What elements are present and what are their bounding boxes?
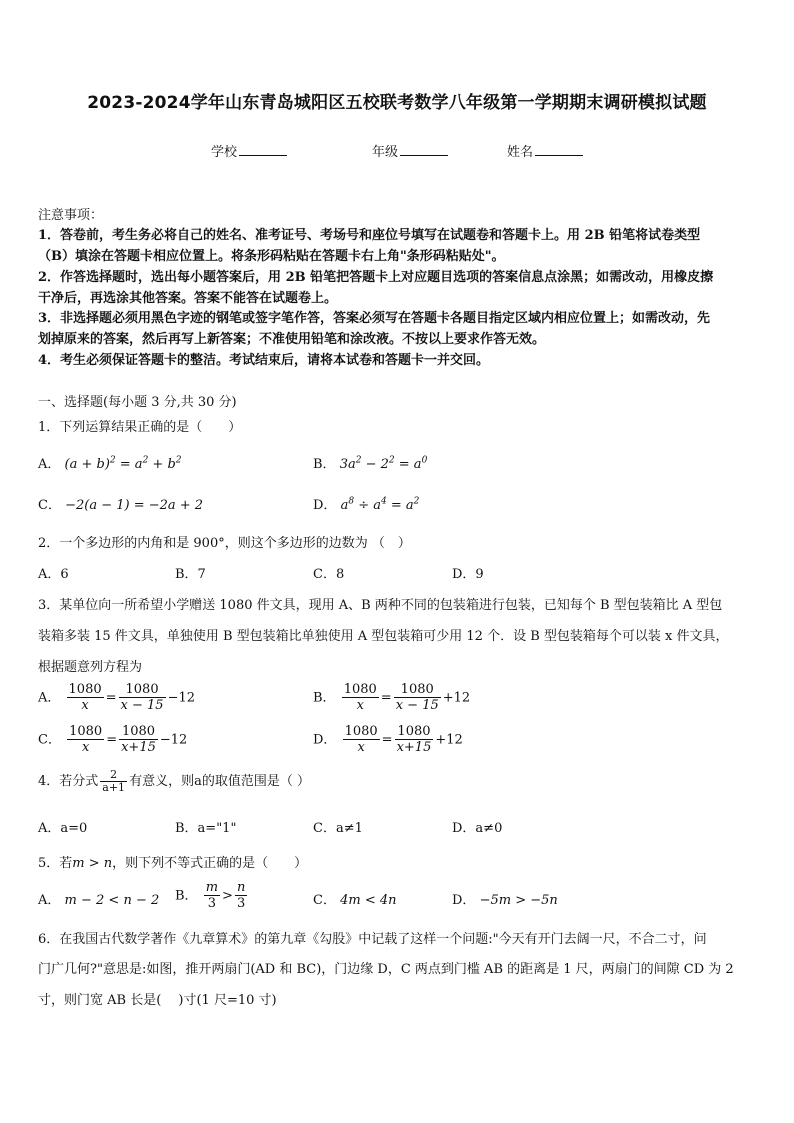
formula: $a^8 \div a^4 = a^2$ — [340, 496, 420, 513]
option-label: C． — [38, 498, 61, 513]
section-heading: 一、选择题(每小题 3 分,共 30 分) — [38, 395, 237, 410]
question-2-option-a: A．6 — [38, 567, 69, 582]
question-1-option-d — [313, 494, 419, 513]
fraction: $\frac{1080}{x+15}$ — [396, 724, 432, 755]
question-2-option-c: C．8 — [313, 567, 345, 582]
notice-line: 1．答卷前，考生务必将自己的姓名、准考证号、考场号和座位号填写在试题卷和答题卡上。用 2B 铅笔将试卷类型 — [38, 228, 701, 243]
school-label: 学校 — [211, 145, 238, 160]
question-5-option-a — [38, 889, 159, 908]
option-label: C． — [313, 893, 336, 908]
formula: −5m > −5n — [479, 893, 558, 908]
name-label: 姓名 — [507, 145, 534, 160]
notice-line: （B）填涂在答题卡相应位置上。将条形码粘贴在答题卡右上角"条形码粘贴处"。 — [38, 249, 505, 264]
grade-label: 年级 — [372, 145, 399, 160]
fraction: $\frac{1080}{x}$ — [344, 724, 378, 755]
option-label: B． — [175, 888, 198, 904]
question-3-option-a: A． $\frac{1080}{x}$ = $\frac{1080}{x - 15}$ −12 — [38, 682, 195, 713]
notice-heading: 注意事项： — [38, 208, 104, 223]
fraction: $\frac{1080}{x}$ — [343, 682, 377, 713]
question-2-option-d: D．9 — [452, 567, 484, 582]
school-blank — [239, 143, 287, 156]
fraction: $\frac{1080}{x - 15}$ — [120, 682, 164, 713]
question-3-line: 装箱多装 15 件文具，单独使用 B 型包装箱比单独使用 A 型包装箱可少用 12 个．设 B 型包装箱每个可以装 x 件文具， — [38, 629, 729, 644]
stem-text: 有意义，则a的取值范围是（ ） — [129, 774, 310, 789]
fraction: $\frac{2}{a+1}$ — [102, 768, 126, 794]
notice-line: 划掉原来的答案，然后再写上新答案；不准使用铅笔和涂改液。不按以上要求作答无效。 — [38, 332, 546, 347]
question-5-option-b: B． $\frac{m}{3}$ > $\frac{n}{3}$ — [175, 880, 246, 911]
question-5-stem — [38, 852, 307, 871]
formula: −2(a − 1) = −2a + 2 — [65, 498, 204, 513]
option-label: D． — [452, 893, 476, 908]
name-blank — [535, 143, 583, 156]
question-1-option-b — [313, 453, 427, 472]
name-field — [507, 141, 583, 160]
fraction: $\frac{1080}{x - 15}$ — [395, 682, 439, 713]
formula: 4m < 4n — [340, 893, 397, 908]
question-1-stem: 1．下列运算结果正确的是（ ） — [38, 420, 242, 435]
formula: $(a + b)^2 = a^2 + b^2$ — [64, 455, 182, 472]
formula: m − 2 < n − 2 — [64, 893, 160, 908]
option-label: A． — [38, 690, 61, 706]
question-3-line: 3．某单位向一所希望小学赠送 1080 件文具，现用 A、B 两种不同的包装箱进行包装，已知每个 B 型包装箱比 A 型包 — [38, 598, 723, 613]
grade-blank — [400, 143, 448, 156]
question-5-option-d — [452, 889, 558, 908]
question-3-option-c: C． $\frac{1080}{x}$ = $\frac{1080}{x+15}$ −12 — [38, 724, 188, 755]
fraction: $\frac{n}{3}$ — [236, 880, 246, 911]
question-1-option-a — [38, 453, 182, 472]
question-2-option-b: B．7 — [175, 567, 206, 582]
question-2-stem: 2．一个多边形的内角和是 900°，则这个多边形的边数为 （ ） — [38, 536, 411, 551]
question-4-option-b: B．a="1" — [175, 821, 237, 836]
option-label: A． — [38, 457, 61, 472]
question-4-option-c: C．a≠1 — [313, 821, 363, 836]
school-field — [211, 141, 287, 160]
notice-line: 3．非选择题必须用黑色字迹的钢笔或签字笔作答，答案必须写在答题卡各题目指定区域内相应位置上；如需改动，先 — [38, 311, 711, 326]
option-label: D． — [313, 498, 337, 513]
option-label: B． — [313, 457, 336, 472]
fraction: $\frac{1080}{x+15}$ — [121, 724, 156, 755]
question-6-line: 寸，则门宽 AB 长是( )寸(1 尺=10 寸) — [38, 993, 277, 1008]
fraction: $\frac{1080}{x}$ — [68, 682, 102, 713]
fraction: $\frac{m}{3}$ — [205, 880, 219, 911]
question-3-option-d: D． $\frac{1080}{x}$ = $\frac{1080}{x+15}$ +12 — [313, 724, 463, 755]
stem-text: 5．若 — [38, 856, 73, 871]
question-1-option-c — [38, 494, 203, 513]
grade-field — [372, 141, 448, 160]
notice-line: 4．考生必须保证答题卡的整洁。考试结束后，请将本试卷和答题卡一并交回。 — [38, 353, 490, 368]
question-4-stem — [38, 769, 310, 794]
question-3-line: 根据题意列方程为 — [38, 660, 143, 675]
stem-text: 4．若分式 — [38, 774, 99, 789]
option-label: A． — [38, 893, 61, 908]
exam-title: 2023-2024学年山东青岛城阳区五校联考数学八年级第一学期期末调研模拟试题 — [87, 93, 707, 113]
question-4-option-a: A．a=0 — [38, 821, 88, 836]
question-6-line: 门广几何?"意思是:如图，推开两扇门(AD 和 BC)，门边缘 D，C 两点到门槛 AB 的距离是 1 尺，两扇门的间隙 CD 为 2 — [38, 962, 734, 977]
formula: m > n — [72, 856, 113, 871]
formula: $3a^2 - 2^2 = a^0$ — [339, 455, 428, 472]
notice-line: 干净后，再选涂其他答案。答案不能答在试题卷上。 — [38, 291, 338, 306]
question-3-option-b: B． $\frac{1080}{x}$ = $\frac{1080}{x - 15}$ +12 — [313, 682, 471, 713]
stem-text: ，则下列不等式正确的是（ ） — [112, 856, 308, 871]
notice-line: 2．作答选择题时，选出每小题答案后，用 2B 铅笔把答题卡上对应题目选项的答案信息点涂黑；如需改动，用橡皮擦 — [38, 270, 714, 285]
option-label: B． — [313, 690, 336, 706]
question-5-option-c — [313, 889, 397, 908]
question-4-option-d: D．a≠0 — [452, 821, 503, 836]
fraction: $\frac{1080}{x}$ — [69, 724, 103, 755]
option-label: C． — [38, 732, 61, 748]
option-label: D． — [313, 732, 337, 748]
question-6-line: 6．在我国古代数学著作《九章算术》的第九章《勾股》中记载了这样一个问题:"今天有开门去阔一尺，不合二寸，问 — [38, 932, 707, 947]
